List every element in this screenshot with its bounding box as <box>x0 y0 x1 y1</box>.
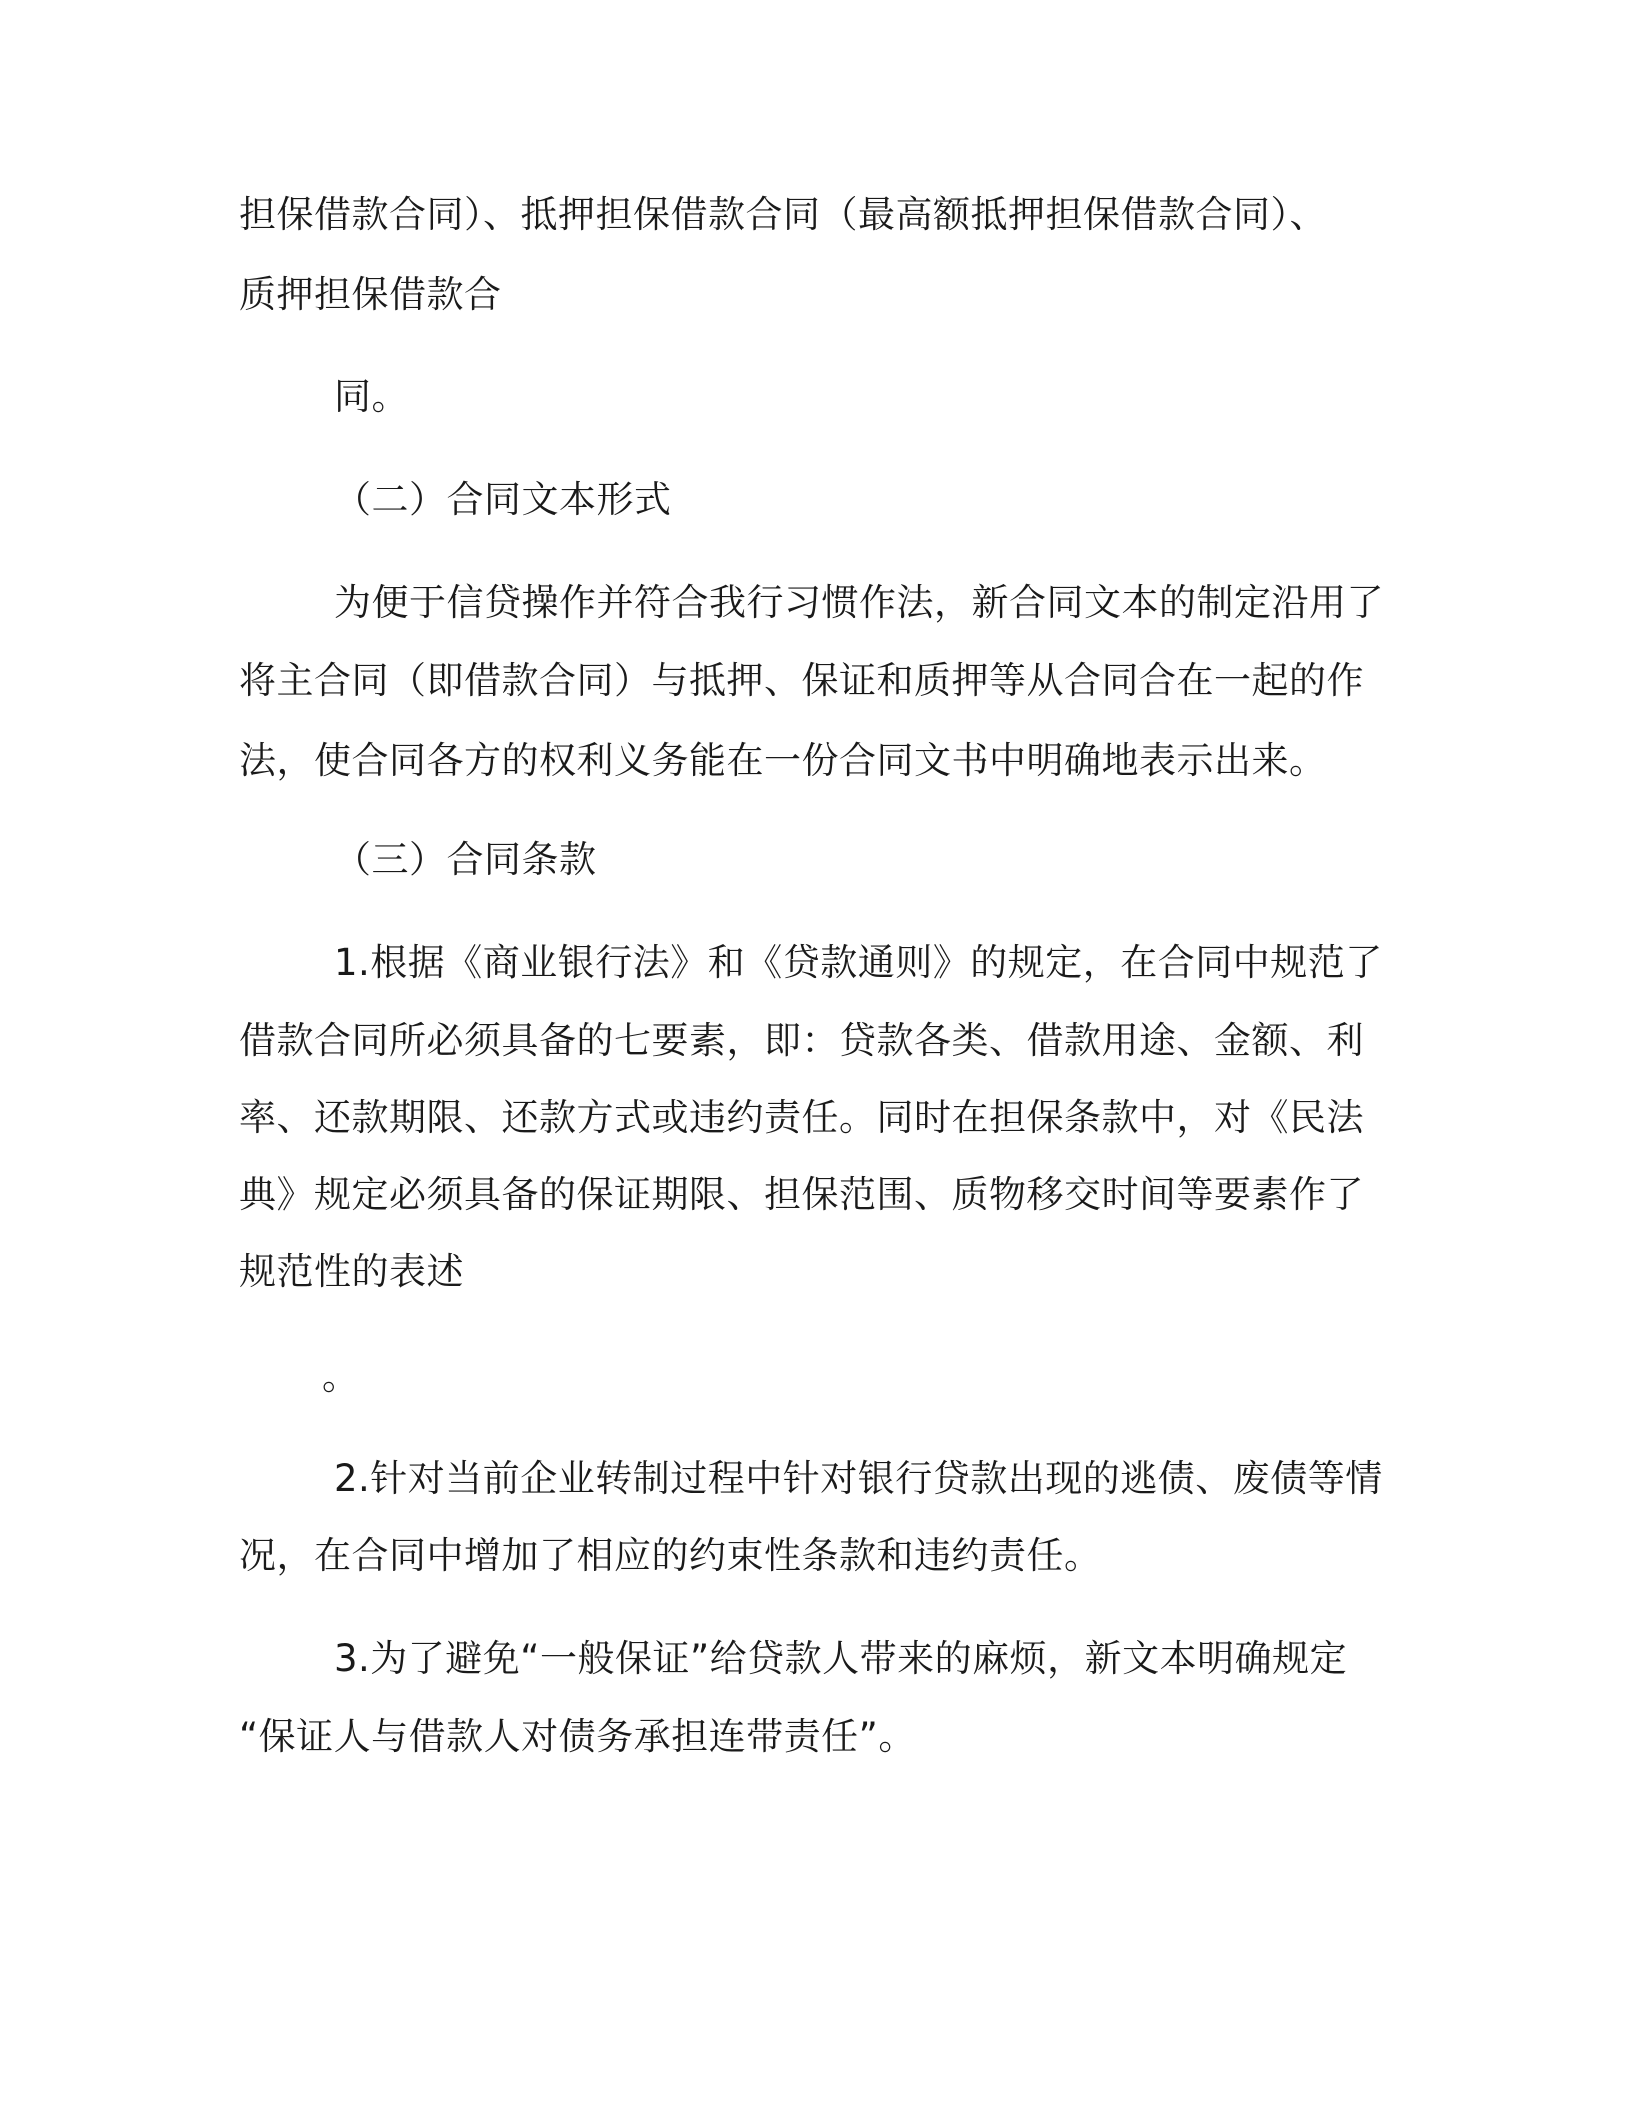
text-line-14: 。 <box>322 1355 360 1398</box>
text-line-2: 质押担保借款合 <box>239 273 502 316</box>
text-line-12: 典》规定必须具备的保证期限、担保范围、质物移交时间等要素作了 <box>239 1173 1364 1216</box>
text-line-3: 同。 <box>334 375 409 418</box>
text-line-18: “保证人与借款人对债务承担连带责任”。 <box>239 1715 916 1758</box>
section-heading-2: （二）合同文本形式 <box>334 478 672 521</box>
text-line-5: 为便于信贷操作并符合我行习惯作法，新合同文本的制定沿用了 <box>334 581 1384 624</box>
text-line-10: 借款合同所必须具备的七要素，即：贷款各类、借款用途、金额、利 <box>239 1019 1364 1062</box>
text-line-16: 况，在合同中增加了相应的约束性条款和违约责任。 <box>239 1534 1102 1577</box>
text-line-13: 规范性的表述 <box>239 1250 464 1293</box>
text-line-7: 法，使合同各方的权利义务能在一份合同文书中明确地表示出来。 <box>239 739 1327 782</box>
text-line-1: 担保借款合同）、抵押担保借款合同（最高额抵押担保借款合同）、 <box>239 193 1327 236</box>
section-heading-3: （三）合同条款 <box>334 838 597 881</box>
text-line-6: 将主合同（即借款合同）与抵押、保证和质押等从合同合在一起的作 <box>239 659 1364 702</box>
text-line-9: 1.根据《商业银行法》和《贷款通则》的规定，在合同中规范了 <box>334 941 1383 984</box>
text-line-17: 3.为了避免“一般保证”给贷款人带来的麻烦，新文本明确规定 <box>334 1637 1348 1680</box>
text-line-11: 率、还款期限、还款方式或违约责任。同时在担保条款中，对《民法 <box>239 1096 1364 1139</box>
text-line-15: 2.针对当前企业转制过程中针对银行贷款出现的逃债、废债等情 <box>334 1457 1383 1500</box>
